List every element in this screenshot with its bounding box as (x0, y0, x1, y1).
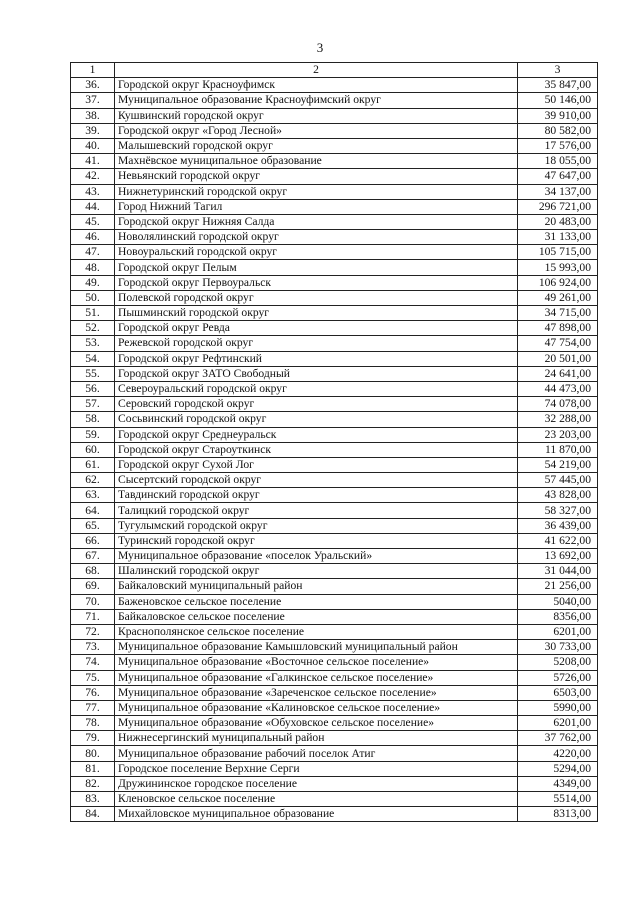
municipality-name: Городской округ Нижняя Салда (115, 214, 518, 229)
amount: 35 847,00 (518, 78, 598, 93)
column-header-number: 1 (71, 63, 115, 78)
amount: 47 754,00 (518, 336, 598, 351)
municipality-name: Городской округ Рефтинский (115, 351, 518, 366)
table-row (71, 640, 598, 655)
municipality-name: Муниципальное образование Камышловский муниципальный район (115, 640, 518, 655)
amount: 41 622,00 (518, 533, 598, 548)
amount: 5294,00 (518, 761, 598, 776)
table-row (71, 306, 598, 321)
table-body (71, 78, 598, 822)
row-number: 42. (71, 169, 115, 184)
page-number: 3 (316, 40, 324, 55)
amount: 24 641,00 (518, 366, 598, 381)
row-number: 44. (71, 199, 115, 214)
row-number: 53. (71, 336, 115, 351)
municipality-name: Нижнесергинский муниципальный район (115, 731, 518, 746)
row-number: 83. (71, 792, 115, 807)
row-number: 71. (71, 609, 115, 624)
row-number: 40. (71, 138, 115, 153)
row-number: 59. (71, 427, 115, 442)
row-number: 82. (71, 776, 115, 791)
table-row (71, 199, 598, 214)
table-row (71, 807, 598, 822)
row-number: 36. (71, 78, 115, 93)
municipality-name: Муниципальное образование «Восточное сельское поселение» (115, 655, 518, 670)
table-row (71, 108, 598, 123)
row-number: 57. (71, 397, 115, 412)
row-number: 65. (71, 518, 115, 533)
municipality-name: Махнёвское муниципальное образование (115, 154, 518, 169)
amount: 36 439,00 (518, 518, 598, 533)
amount: 5990,00 (518, 700, 598, 715)
table-row (71, 442, 598, 457)
amount: 49 261,00 (518, 290, 598, 305)
municipality-name: Муниципальное образование «Зареченское сельское поселение» (115, 685, 518, 700)
municipality-name: Кушвинский городской округ (115, 108, 518, 123)
table-header-row (71, 63, 598, 78)
amount: 5040,00 (518, 594, 598, 609)
amount: 18 055,00 (518, 154, 598, 169)
amount: 296 721,00 (518, 199, 598, 214)
amount: 21 256,00 (518, 579, 598, 594)
table-row (71, 655, 598, 670)
amount: 20 501,00 (518, 351, 598, 366)
municipality-name: Городской округ ЗАТО Свободный (115, 366, 518, 381)
municipality-name: Городской округ Первоуральск (115, 275, 518, 290)
row-number: 56. (71, 381, 115, 396)
table-row (71, 503, 598, 518)
table-row (71, 412, 598, 427)
amount: 20 483,00 (518, 214, 598, 229)
amount: 54 219,00 (518, 457, 598, 472)
row-number: 72. (71, 624, 115, 639)
row-number: 55. (71, 366, 115, 381)
amount: 31 133,00 (518, 230, 598, 245)
row-number: 58. (71, 412, 115, 427)
municipality-name: Тугулымский городской округ (115, 518, 518, 533)
amount: 8313,00 (518, 807, 598, 822)
row-number: 75. (71, 670, 115, 685)
amount: 58 327,00 (518, 503, 598, 518)
municipality-name: Серовский городской округ (115, 397, 518, 412)
municipality-name: Муниципальное образование рабочий поселок Атиг (115, 746, 518, 761)
table-row (71, 184, 598, 199)
row-number: 41. (71, 154, 115, 169)
row-number: 47. (71, 245, 115, 260)
table-row (71, 776, 598, 791)
amount: 11 870,00 (518, 442, 598, 457)
amount: 4349,00 (518, 776, 598, 791)
row-number: 84. (71, 807, 115, 822)
municipality-name: Муниципальное образование «поселок Уральский» (115, 549, 518, 564)
municipality-name: Дружининское городское поселение (115, 776, 518, 791)
table-row (71, 93, 598, 108)
municipality-name: Кленовское сельское поселение (115, 792, 518, 807)
amount: 5514,00 (518, 792, 598, 807)
table-row (71, 336, 598, 351)
row-number: 38. (71, 108, 115, 123)
row-number: 51. (71, 306, 115, 321)
municipality-name: Михайловское муниципальное образование (115, 807, 518, 822)
table-row (71, 457, 598, 472)
row-number: 48. (71, 260, 115, 275)
municipality-name: Невьянский городской округ (115, 169, 518, 184)
municipality-name: Городской округ Сухой Лог (115, 457, 518, 472)
row-number: 67. (71, 549, 115, 564)
row-number: 70. (71, 594, 115, 609)
allocation-table (70, 62, 598, 822)
municipality-name: Муниципальное образование «Галкинское сельское поселение» (115, 670, 518, 685)
table-row (71, 761, 598, 776)
table-row (71, 290, 598, 305)
table-row (71, 518, 598, 533)
row-number: 69. (71, 579, 115, 594)
table-row (71, 321, 598, 336)
amount: 47 647,00 (518, 169, 598, 184)
row-number: 62. (71, 473, 115, 488)
table-row (71, 351, 598, 366)
municipality-name: Городское поселение Верхние Серги (115, 761, 518, 776)
amount: 37 762,00 (518, 731, 598, 746)
amount: 13 692,00 (518, 549, 598, 564)
municipality-name: Малышевский городской округ (115, 138, 518, 153)
column-header-name: 2 (115, 63, 518, 78)
row-number: 52. (71, 321, 115, 336)
row-number: 39. (71, 123, 115, 138)
municipality-name: Сысертский городской округ (115, 473, 518, 488)
amount: 32 288,00 (518, 412, 598, 427)
table-row (71, 533, 598, 548)
table-row (71, 78, 598, 93)
amount: 4220,00 (518, 746, 598, 761)
amount: 6503,00 (518, 685, 598, 700)
table-row (71, 564, 598, 579)
table-row (71, 123, 598, 138)
municipality-name: Городской округ Красноуфимск (115, 78, 518, 93)
row-number: 73. (71, 640, 115, 655)
table-row (71, 579, 598, 594)
table-row (71, 427, 598, 442)
municipality-name: Режевской городской округ (115, 336, 518, 351)
amount: 6201,00 (518, 716, 598, 731)
table-row (71, 624, 598, 639)
amount: 23 203,00 (518, 427, 598, 442)
row-number: 77. (71, 700, 115, 715)
table-row (71, 473, 598, 488)
row-number: 76. (71, 685, 115, 700)
table-row (71, 792, 598, 807)
municipality-name: Муниципальное образование «Обуховское сельское поселение» (115, 716, 518, 731)
table-row (71, 746, 598, 761)
row-number: 46. (71, 230, 115, 245)
municipality-name: Городской округ Среднеуральск (115, 427, 518, 442)
municipality-name: Город Нижний Тагил (115, 199, 518, 214)
amount: 5208,00 (518, 655, 598, 670)
row-number: 50. (71, 290, 115, 305)
municipality-name: Городской округ Пелым (115, 260, 518, 275)
amount: 34 137,00 (518, 184, 598, 199)
municipality-name: Городской округ Староуткинск (115, 442, 518, 457)
amount: 15 993,00 (518, 260, 598, 275)
municipality-name: Байкаловский муниципальный район (115, 579, 518, 594)
row-number: 37. (71, 93, 115, 108)
municipality-name: Баженовское сельское поселение (115, 594, 518, 609)
table-row (71, 260, 598, 275)
table-row (71, 154, 598, 169)
municipality-name: Туринский городской округ (115, 533, 518, 548)
amount: 106 924,00 (518, 275, 598, 290)
amount: 6201,00 (518, 624, 598, 639)
row-number: 45. (71, 214, 115, 229)
table-row (71, 245, 598, 260)
row-number: 54. (71, 351, 115, 366)
table-row (71, 670, 598, 685)
table-row (71, 609, 598, 624)
municipality-name: Пышминский городской округ (115, 306, 518, 321)
row-number: 49. (71, 275, 115, 290)
municipality-name: Байкаловское сельское поселение (115, 609, 518, 624)
municipality-name: Новолялинский городской округ (115, 230, 518, 245)
amount: 31 044,00 (518, 564, 598, 579)
amount: 74 078,00 (518, 397, 598, 412)
table-row (71, 169, 598, 184)
amount: 43 828,00 (518, 488, 598, 503)
row-number: 63. (71, 488, 115, 503)
row-number: 81. (71, 761, 115, 776)
table-row (71, 138, 598, 153)
row-number: 61. (71, 457, 115, 472)
table-row (71, 731, 598, 746)
municipality-name: Городской округ Ревда (115, 321, 518, 336)
row-number: 80. (71, 746, 115, 761)
amount: 5726,00 (518, 670, 598, 685)
table-row (71, 594, 598, 609)
table-row (71, 275, 598, 290)
row-number: 74. (71, 655, 115, 670)
amount: 50 146,00 (518, 93, 598, 108)
amount: 34 715,00 (518, 306, 598, 321)
amount: 105 715,00 (518, 245, 598, 260)
municipality-name: Муниципальное образование «Калиновское сельское поселение» (115, 700, 518, 715)
table-row (71, 381, 598, 396)
municipality-name: Нижнетуринский городской округ (115, 184, 518, 199)
table-row (71, 397, 598, 412)
municipality-name: Краснополянское сельское поселение (115, 624, 518, 639)
municipality-name: Североуральский городской округ (115, 381, 518, 396)
table-row (71, 549, 598, 564)
table-row (71, 488, 598, 503)
amount: 8356,00 (518, 609, 598, 624)
table-row (71, 214, 598, 229)
amount: 80 582,00 (518, 123, 598, 138)
municipality-name: Городской округ «Город Лесной» (115, 123, 518, 138)
row-number: 68. (71, 564, 115, 579)
row-number: 79. (71, 731, 115, 746)
row-number: 64. (71, 503, 115, 518)
amount: 39 910,00 (518, 108, 598, 123)
municipality-name: Тавдинский городской округ (115, 488, 518, 503)
amount: 17 576,00 (518, 138, 598, 153)
municipality-name: Полевской городской округ (115, 290, 518, 305)
municipality-name: Сосьвинский городской округ (115, 412, 518, 427)
municipality-name: Шалинский городской округ (115, 564, 518, 579)
row-number: 60. (71, 442, 115, 457)
column-header-amount: 3 (518, 63, 598, 78)
row-number: 66. (71, 533, 115, 548)
table-row (71, 700, 598, 715)
municipality-name: Муниципальное образование Красноуфимский округ (115, 93, 518, 108)
amount: 47 898,00 (518, 321, 598, 336)
municipality-name: Талицкий городской округ (115, 503, 518, 518)
table-row (71, 716, 598, 731)
row-number: 78. (71, 716, 115, 731)
table-row (71, 685, 598, 700)
table-row (71, 230, 598, 245)
amount: 30 733,00 (518, 640, 598, 655)
municipality-name: Новоуральский городской округ (115, 245, 518, 260)
amount: 57 445,00 (518, 473, 598, 488)
table-row (71, 366, 598, 381)
row-number: 43. (71, 184, 115, 199)
amount: 44 473,00 (518, 381, 598, 396)
